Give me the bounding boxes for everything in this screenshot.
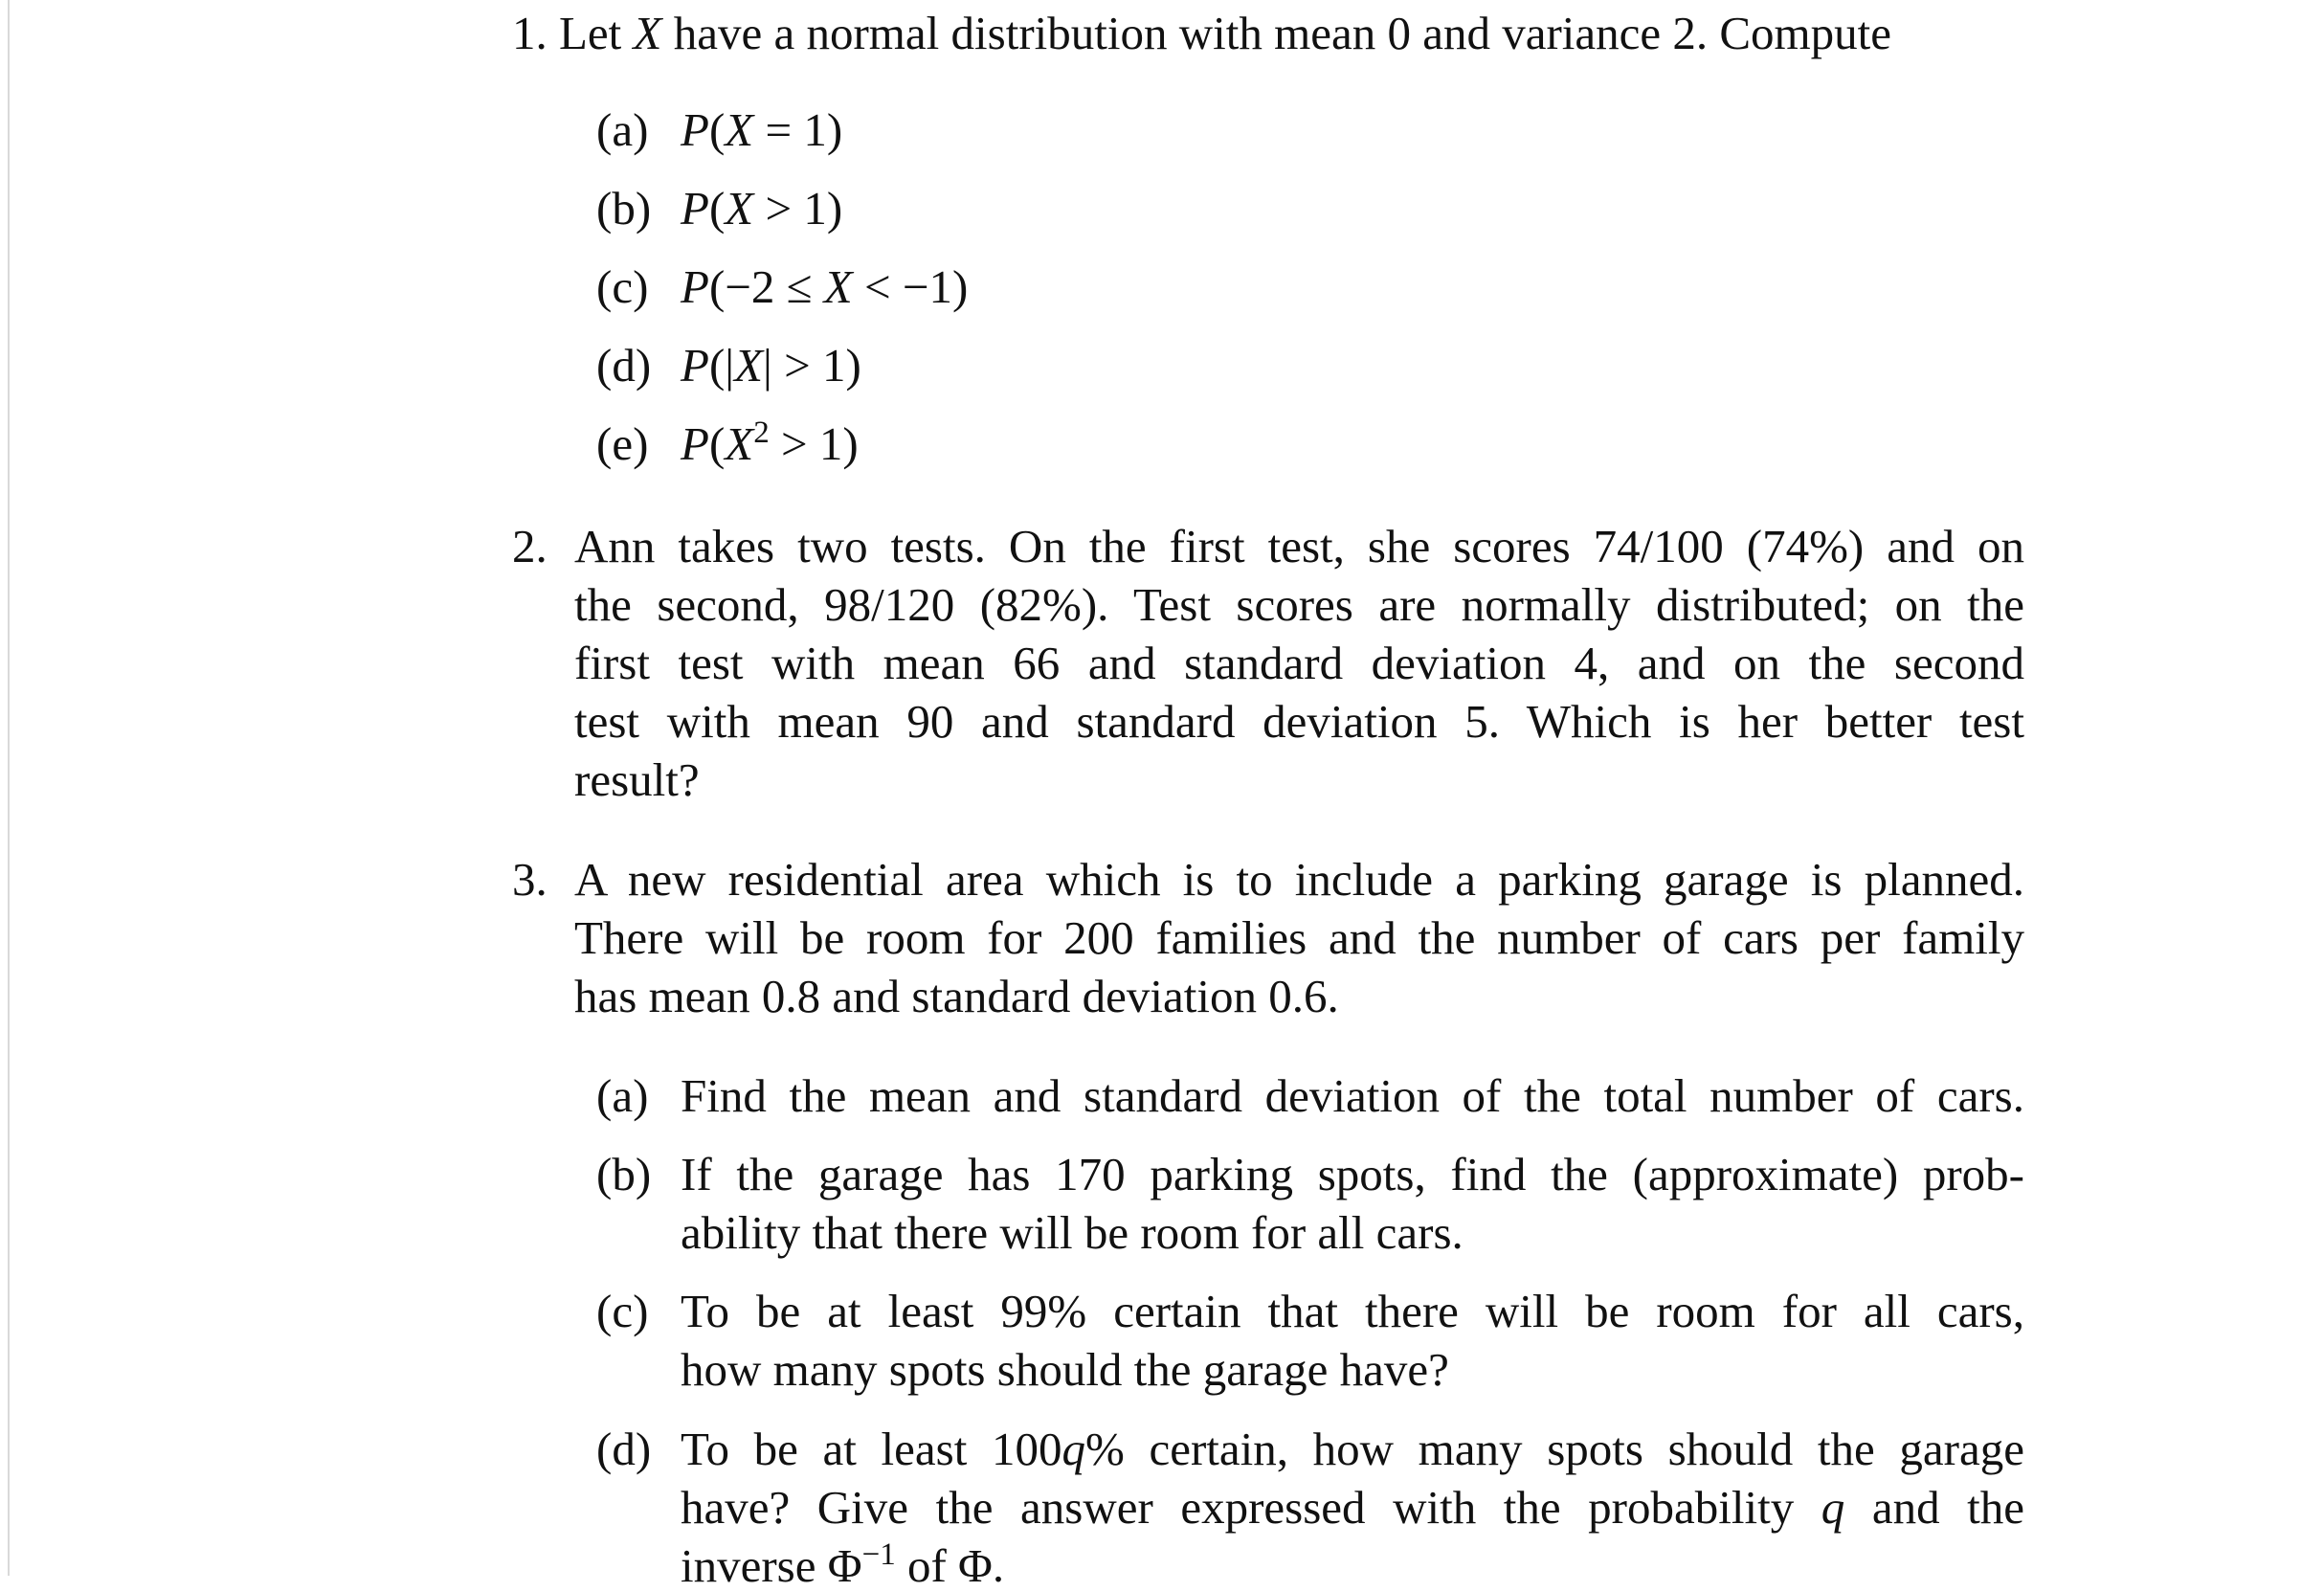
problem-2-line-5: result? — [574, 753, 700, 806]
problem-3-part-d-line-2: have? Give the answer expressed with the probability q and the — [681, 1481, 2024, 1534]
problem-3-part-c-line-1: To be at least 99% certain that there will be room for all cars, — [681, 1285, 2024, 1337]
problem-3-part-c-line-2: how many spots should the garage have? — [681, 1343, 1449, 1396]
problem-3-line-1: A new residential area which is to include a parking garage is planned. — [574, 853, 2024, 906]
problem-3-part-d-line-3: inverse $\Phi^{-1}$ of Φ. — [681, 1537, 1005, 1592]
problem-3-part-a-line-1: Find the mean and standard deviation of the total number of cars. — [681, 1069, 2024, 1122]
problem-3-part-b-line-2: ability that there will be room for all cars. — [681, 1206, 1464, 1259]
problem-1-number: 1. — [512, 7, 547, 59]
problem-3-number: 3. — [512, 853, 547, 906]
problem-1-intro: 1. Let X have a normal distribution with mean 0 and variance 2. Compute — [512, 7, 1892, 59]
problem-1-part-b: (b) P(X > 1) — [596, 182, 843, 235]
problem-1-part-d: (d) P(|X| > 1) — [596, 339, 861, 392]
problem-1-part-e: (e) $P(X^2 > 1)$ — [596, 415, 859, 470]
problem-3-part-d-label: (d) — [596, 1423, 652, 1475]
problem-2-number: 2. — [512, 520, 547, 572]
problem-3-part-d-line-1: To be at least 100q% certain, how many spots should the garage — [681, 1423, 2024, 1475]
problem-2-line-1: Ann takes two tests. On the first test, she scores 74/100 (74%) and on — [574, 520, 2024, 572]
problem-3-line-2: There will be room for 200 families and the number of cars per family — [574, 911, 2024, 964]
page-left-border — [8, 0, 10, 1576]
problem-1-part-c: (c) P(−2 ≤ X < −1) — [596, 260, 969, 313]
problem-1-part-a: (a) P(X = 1) — [596, 103, 843, 156]
problem-3-part-a-label: (a) — [596, 1069, 649, 1122]
problem-3-part-b-line-1: If the garage has 170 parking spots, find the (approximate) prob- — [681, 1148, 2024, 1200]
problem-3-part-c-label: (c) — [596, 1285, 649, 1337]
problem-2-line-3: first test with mean 66 and standard deviation 4, and on the second — [574, 637, 2024, 689]
problem-3-line-3: has mean 0.8 and standard deviation 0.6. — [574, 970, 1339, 1022]
problem-2-line-2: the second, 98/120 (82%). Test scores are normally distributed; on the — [574, 578, 2024, 631]
problem-2-line-4: test with mean 90 and standard deviation 5. Which is her better test — [574, 695, 2024, 748]
problem-3-part-b-label: (b) — [596, 1148, 652, 1200]
